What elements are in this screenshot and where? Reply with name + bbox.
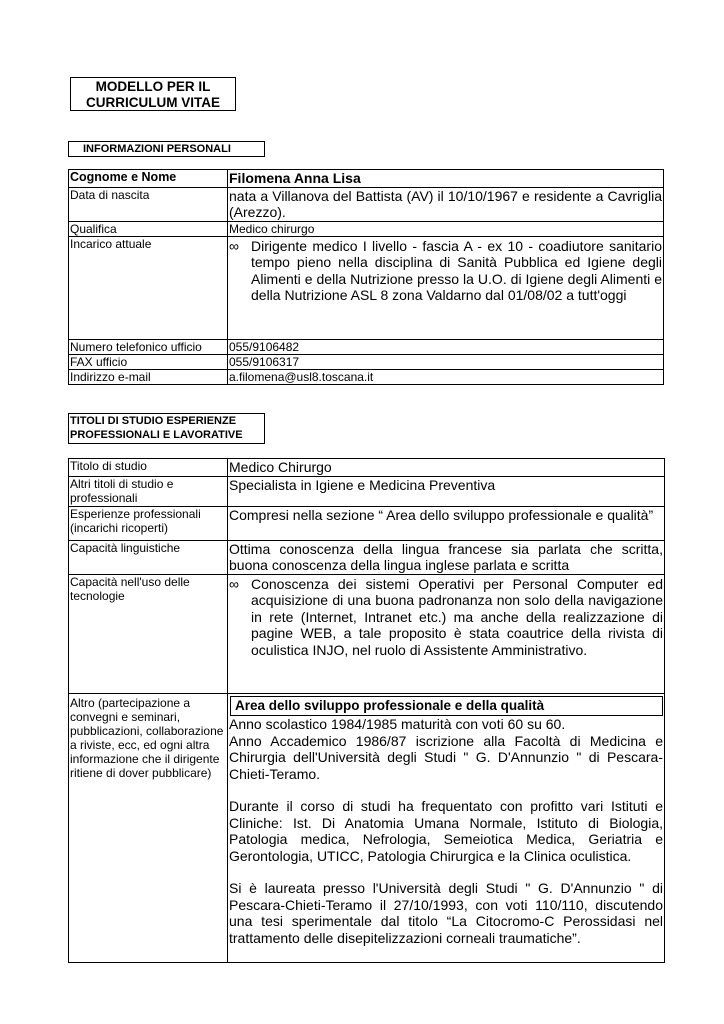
education-section-title [68,413,265,444]
infinity-bullet-icon: ∞ [229,575,239,592]
row-label-incarico: Incarico attuale [69,236,228,339]
table-row [69,187,664,221]
cv-title-box [70,77,236,111]
row-label-lingue: Capacità linguistiche [69,540,228,574]
table-row [69,339,664,354]
area-title: Area dello sviluppo professionale e della qualità [230,696,663,717]
row-label-altro: Altro (partecipazione a convegni e seminari, pubblicazioni, collaborazione a riviste, ecc, ed ogni altra informazione che il dirigente ritiene di dover pubblicare) [69,693,228,962]
personal-info-table [68,169,664,385]
paragraph-maturita: Anno scolastico 1984/1985 maturità con voti 60 su 60. [229,716,566,732]
row-value-name: Filomena Anna Lisa [228,170,664,188]
row-label-qualifica: Qualifica [69,221,228,236]
cv-title-line1: MODELLO PER IL [95,79,211,94]
table-row [69,459,665,477]
table-row [69,506,665,540]
row-value-altri-titoli: Specialista in Igiene e Medicina Preventiva [228,476,665,506]
row-value-lingue: Ottima conoscenza della lingua francese sia parlata che scritta, buona conoscenza della lingua inglese parlata e scritta [229,540,663,573]
tecnologie-text: Conoscenza dei sistemi Operativi per Personal Computer ed acquisizione di una buona padronanza non solo della navigazione in rete (Internet, Intranet etc.) ma anche della realizzazione di pagine WEB, a tale proposito è stata coautrice della rivista di oculistica INJO, nel ruolo di Assistente Amministrativo. [251,575,663,658]
table-row [69,354,664,369]
education-title-line1: TITOLI DI STUDIO ESPERIENZE [70,415,237,427]
row-label-altri-titoli: Altri titoli di studio e professionali [69,476,228,506]
row-label-birth: Data di nascita [69,187,228,221]
row-value-titolo: Medico Chirurgo [228,459,665,477]
row-value-incarico [228,236,664,339]
row-label-email: Indirizzo e-mail [69,369,228,384]
row-label-tecnologie: Capacità nell'uso delle tecnologie [69,574,228,693]
education-title-line2: PROFESSIONALI E LAVORATIVE [70,429,243,441]
incarico-text: Dirigente medico I livello - fascia A - ex 10 - coadiutore sanitario tempo pieno nella disciplina di Sanità Pubblica ed Igiene degli Alimenti e della Nutrizione presso la U.O. di Igiene degli Alimenti e della Nutrizione ASL 8 zona Valdarno dal 01/08/02 a tutt'oggi [251,237,662,303]
table-row [69,476,665,506]
paragraph-laurea: Si è laureata presso l'Università degli Studi " G. D'Annunzio " di Pescara-Chieti-Teramo il 27/10/1993, con voti 110/110, discutendo una tesi sperimentale dal titolo “La Citocromo-C Perossidasi nel trattamento delle disepitelizzazioni corneali traumatiche”. [229,880,663,946]
table-row [69,540,665,574]
row-value-fax: 055/9106317 [228,354,664,369]
cv-title-line2: CURRICULUM VITAE [86,95,220,110]
row-value-birth: nata a Villanova del Battista (AV) il 10/10/1967 e residente a Cavriglia (Arezzo). [229,187,662,220]
education-table [68,458,665,963]
infinity-bullet-icon: ∞ [229,237,239,254]
row-label-phone: Numero telefonico ufficio [69,339,228,354]
table-row [69,170,664,188]
table-row [69,693,665,962]
row-label-fax: FAX ufficio [69,354,228,369]
row-label-titolo: Titolo di studio [69,459,228,477]
row-value-altro [228,693,665,962]
table-row [69,369,664,384]
row-value-tecnologie [228,574,665,693]
row-value-qualifica: Medico chirurgo [228,221,664,236]
personal-section-title: INFORMAZIONI PERSONALI [68,141,265,157]
paragraph-istituti: Durante il corso di studi ha frequentato con profitto vari Istituti e Cliniche: Ist. Di Anatomia Umana Normale, Istituto di Biologia, Patologia medica, Nefrologia, Semeiotica Medica, Geriatria e Gerontologia, UTICC, Patologia Chirurgica e la Clinica oculistica. [229,798,663,864]
row-label-name: Cognome e Nome [69,170,228,188]
row-value-email: a.filomena@usl8.toscana.it [228,369,664,384]
table-row [69,236,664,339]
table-row [69,574,665,693]
row-value-esperienze: Compresi nella sezione “ Area dello sviluppo professionale e qualità” [228,506,665,540]
row-label-esperienze: Esperienze professionali (incarichi ricoperti) [69,506,228,540]
table-row [69,221,664,236]
row-value-phone: 055/9106482 [228,339,664,354]
paragraph-iscrizione: Anno Accademico 1986/87 iscrizione alla Facoltà di Medicina e Chirurgia dell'Università degli Studi " G. D'Annunzio " di Pescara-Chieti-Teramo. [229,732,663,782]
